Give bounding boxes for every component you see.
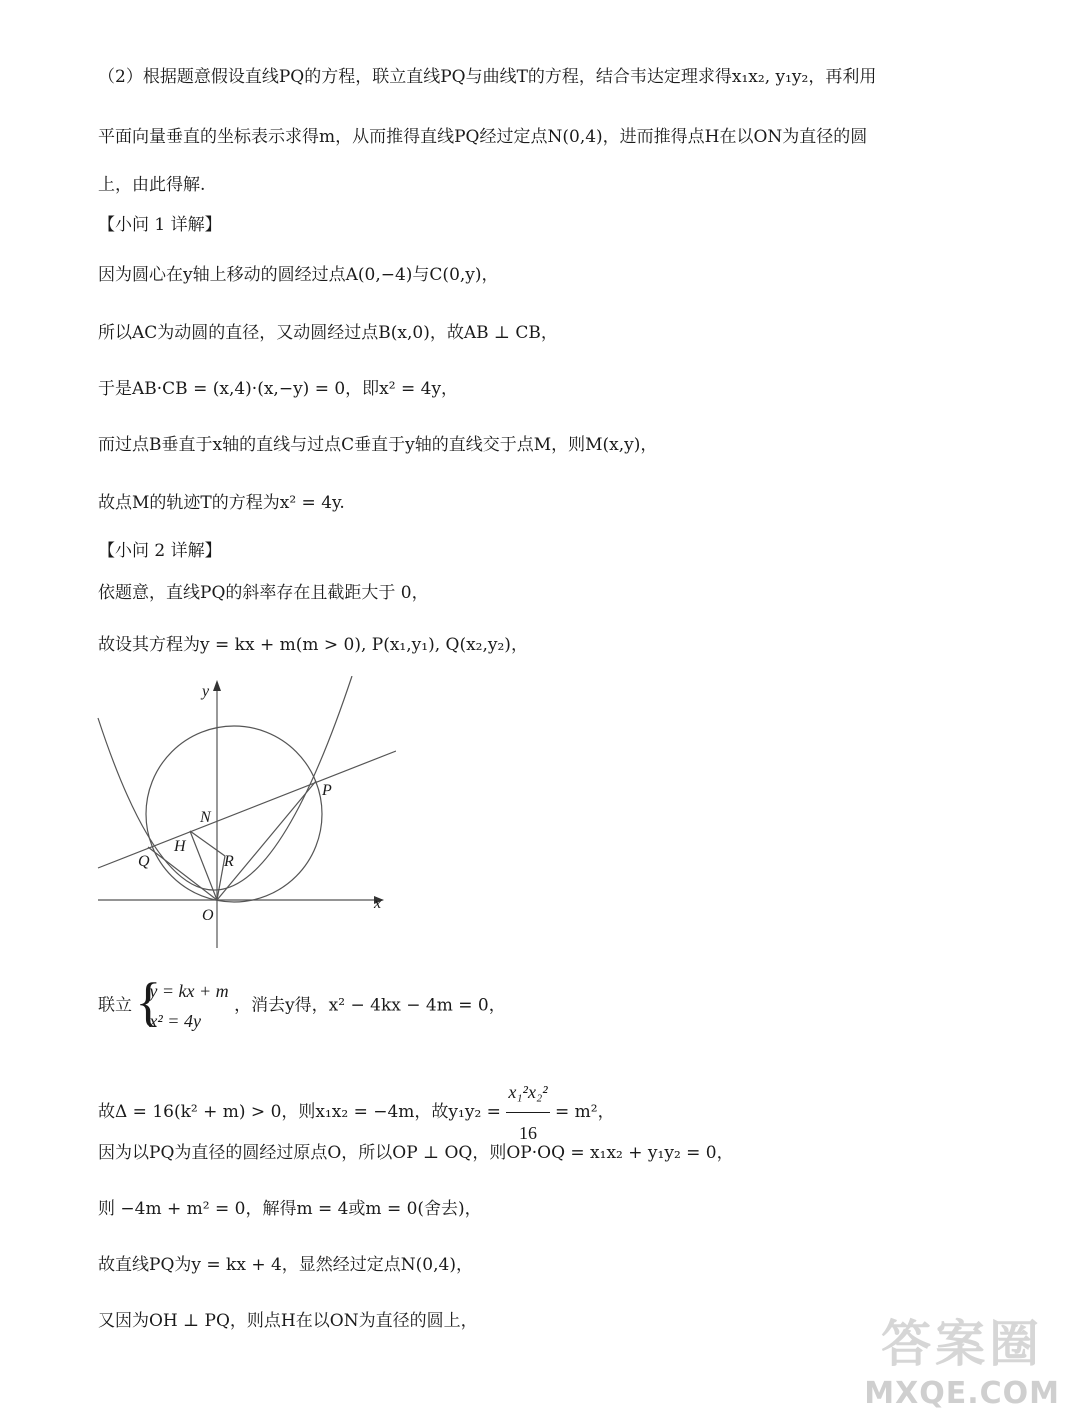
- q1-line-5: 故点M的轨迹T的方程为x² = 4y.: [98, 493, 345, 513]
- watermark-top: 答案圈: [881, 1315, 1044, 1373]
- system-eq-2: x² = 4y: [149, 1011, 201, 1031]
- label-h: H: [174, 838, 186, 855]
- q2-line-2: 故设其方程为y = kx + m(m > 0), P(x₁,y₁), Q(x₂,y₂)，: [98, 635, 528, 655]
- q2-line-1: 依题意，直线PQ的斜率存在且截距大于 0，: [98, 583, 429, 603]
- q1-line-3: 于是AB·CB = (x,4)·(x,−y) = 0，即x² = 4y，: [98, 379, 459, 399]
- q2-header: 【小问 2 详解】: [98, 541, 222, 561]
- label-r: R: [224, 853, 234, 870]
- fraction-numerator: x₁²x₂²: [506, 1072, 549, 1113]
- q2-line-6: 则 −4m + m² = 0，解得m = 4或m = 0(舍去)，: [98, 1199, 482, 1219]
- label-y: y: [202, 683, 210, 700]
- q1-header: 【小问 1 详解】: [98, 215, 222, 235]
- system-prefix: 联立: [98, 995, 132, 1016]
- system-eq-1: { y = kx + m: [149, 981, 229, 1001]
- intro-line-1: （2）根据题意假设直线PQ的方程，联立直线PQ与曲线T的方程，结合韦达定理求得x₁x₂, y₁y₂，再利用: [98, 67, 877, 87]
- label-p: P: [322, 782, 332, 799]
- fraction-denominator: 16: [518, 1123, 537, 1143]
- q1-line-1: 因为圆心在y轴上移动的圆经过点A(0,−4)与C(0,y)，: [98, 265, 499, 285]
- q2-line-7: 故直线PQ为y = kx + 4，显然经过定点N(0,4)，: [98, 1255, 473, 1275]
- q2-line-4-b: = m²，: [555, 1102, 615, 1122]
- parabola-circle-figure: [96, 676, 396, 948]
- q2-system-line: [98, 976, 506, 1036]
- intro-line-2: 平面向量垂直的坐标表示求得m，从而推得直线PQ经过定点N(0,4)，进而推得点H在以ON为直径的圆: [98, 127, 868, 147]
- label-x: x: [374, 895, 382, 912]
- label-q: Q: [138, 853, 150, 870]
- system-suffix: ，消去y得，x² − 4kx − 4m = 0，: [234, 995, 506, 1016]
- q2-line-4-a: 故Δ = 16(k² + m) > 0，则x₁x₂ = −4m，故y₁y₂ =: [98, 1102, 501, 1122]
- line-pq: [98, 751, 396, 868]
- watermark-bottom: MXQE.COM: [864, 1376, 1060, 1411]
- label-n: N: [200, 809, 211, 826]
- q2-line-5: 因为以PQ为直径的圆经过原点O，所以OP ⊥ OQ，则OP·OQ = x₁x₂ + y₁y₂ = 0，: [98, 1143, 734, 1163]
- y-axis-arrow: [213, 680, 221, 691]
- intro-line-3: 上，由此得解.: [98, 175, 206, 195]
- watermark: [864, 1304, 1060, 1411]
- q1-line-4: 而过点B垂直于x轴的直线与过点C垂直于y轴的直线交于点M，则M(x,y)，: [98, 435, 658, 455]
- equation-system: [137, 976, 228, 1036]
- q1-line-2: 所以AC为动圆的直径，又动圆经过点B(x,0)，故AB ⊥ CB，: [98, 323, 558, 343]
- label-o: O: [202, 907, 214, 924]
- q2-line-8: 又因为OH ⊥ PQ，则点H在以ON为直径的圆上，: [98, 1311, 478, 1331]
- segment-op: [217, 781, 316, 900]
